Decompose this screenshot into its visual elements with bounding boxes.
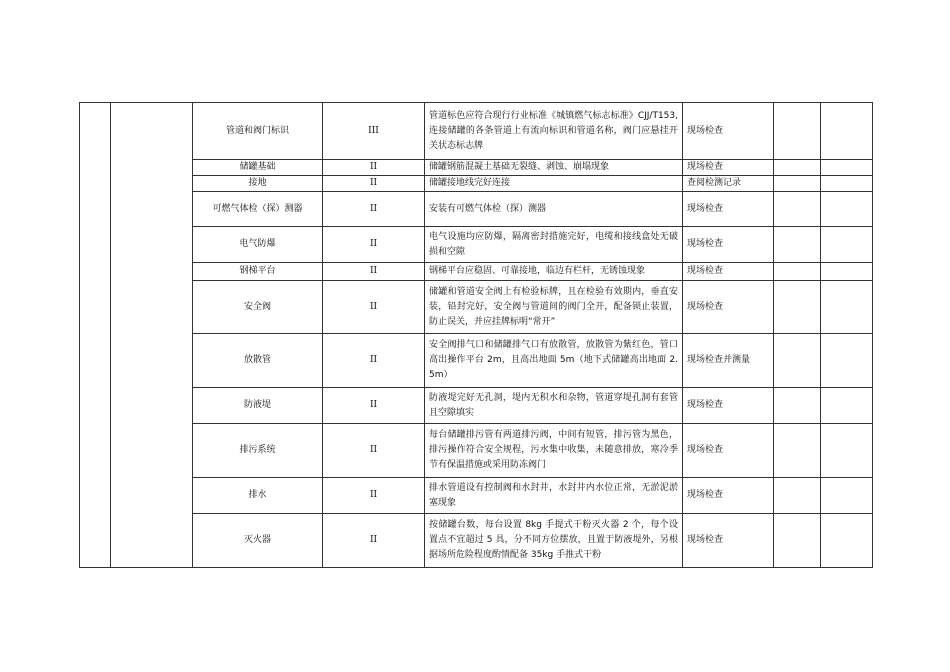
- requirement-cell: 安全阀排气口和储罐排气口有放散管，放散管为紫红色，管口高出操作平台 2m，且高出地面 5m（地下式储罐高出地面 2.5m）: [425, 334, 683, 388]
- item-cell: 安全阀: [193, 281, 323, 334]
- remark-cell: [821, 514, 873, 568]
- item-cell: 可燃气体检（探）测器: [193, 192, 323, 227]
- requirement-cell: 电气设施均应防爆，隔离密封措施完好，电缆和接线盒处无破损和空隙: [425, 227, 683, 263]
- method-cell: 现场检查: [683, 514, 774, 568]
- grade-cell: II: [323, 388, 425, 424]
- table-row: [80, 334, 873, 388]
- table-row: [80, 263, 873, 281]
- grade-cell: II: [323, 192, 425, 227]
- method-cell: 现场检查: [683, 281, 774, 334]
- table-row: [80, 160, 873, 176]
- method-cell: 查阅检测记录: [683, 176, 774, 192]
- grade-cell: II: [323, 478, 425, 514]
- remark-cell: [821, 103, 873, 160]
- requirement-cell: 储罐和管道安全阀上有检验标牌，且在检验有效期内，垂直安装，铅封完好，安全阀与管道间的阀门全开，配备锁止装置，防止误关，并应挂牌标明“常开”: [425, 281, 683, 334]
- result-cell: [774, 263, 821, 281]
- result-cell: [774, 281, 821, 334]
- remark-cell: [821, 388, 873, 424]
- requirement-cell: 按储罐台数，每台设置 8kg 手提式干粉灭火器 2 个，每个设置点不宜超过 5 具，分不同方位摆放，且置于防液堤外，另根据场所危险程度酌情配备 35kg 手推式干粉: [425, 514, 683, 568]
- result-cell: [774, 424, 821, 478]
- table-row: [80, 514, 873, 568]
- result-cell: [774, 176, 821, 192]
- item-cell: 管道和阀门标识: [193, 103, 323, 160]
- table-row: [80, 388, 873, 424]
- grade-cell: II: [323, 227, 425, 263]
- result-cell: [774, 227, 821, 263]
- table-row: [80, 192, 873, 227]
- method-cell: 现场检查: [683, 388, 774, 424]
- remark-cell: [821, 192, 873, 227]
- result-cell: [774, 388, 821, 424]
- item-cell: 灭火器: [193, 514, 323, 568]
- result-cell: [774, 334, 821, 388]
- grade-cell: II: [323, 281, 425, 334]
- requirement-cell: 管道标色应符合现行行业标准《城镇燃气标志标准》CJJ/T153,连接储罐的各条管道上有流向标识和管道名称，阀门应悬挂开关状态标志牌: [425, 103, 683, 160]
- grade-cell: II: [323, 514, 425, 568]
- method-cell: 现场检查: [683, 227, 774, 263]
- grade-cell: III: [323, 103, 425, 160]
- table-row: [80, 103, 873, 160]
- remark-cell: [821, 263, 873, 281]
- requirement-cell: 排水管道设有控制阀和水封井，水封井内水位正常，无淤泥淤塞现象: [425, 478, 683, 514]
- result-cell: [774, 103, 821, 160]
- remark-cell: [821, 334, 873, 388]
- item-cell: 排水: [193, 478, 323, 514]
- table-row: [80, 176, 873, 192]
- table-row: [80, 281, 873, 334]
- subcategory-cell: [111, 103, 193, 568]
- requirement-cell: 防液堤完好无孔洞，堤内无积水和杂物，管道穿堤孔洞有套管且空隙填实: [425, 388, 683, 424]
- item-cell: 钢梯平台: [193, 263, 323, 281]
- requirement-cell: 储罐钢筋混凝土基础无裂缝、剥蚀、崩塌现象: [425, 160, 683, 176]
- item-cell: 电气防爆: [193, 227, 323, 263]
- table-row: [80, 478, 873, 514]
- method-cell: 现场检查: [683, 424, 774, 478]
- item-cell: 储罐基础: [193, 160, 323, 176]
- method-cell: 现场检查: [683, 263, 774, 281]
- method-cell: 现场检查: [683, 192, 774, 227]
- method-cell: 现场检查: [683, 478, 774, 514]
- result-cell: [774, 514, 821, 568]
- item-cell: 放散管: [193, 334, 323, 388]
- table-row: [80, 227, 873, 263]
- grade-cell: II: [323, 263, 425, 281]
- remark-cell: [821, 281, 873, 334]
- inspection-table: [79, 102, 873, 568]
- grade-cell: II: [323, 176, 425, 192]
- item-cell: 接地: [193, 176, 323, 192]
- grade-cell: II: [323, 334, 425, 388]
- requirement-cell: 每台储罐排污管有两道排污阀，中间有短管，排污管为黑色，排污操作符合安全规程，污水集中收集，未随意排放，寒冷季节有保温措施或采用防冻阀门: [425, 424, 683, 478]
- table-row: [80, 424, 873, 478]
- method-cell: 现场检查: [683, 160, 774, 176]
- remark-cell: [821, 424, 873, 478]
- grade-cell: II: [323, 424, 425, 478]
- requirement-cell: 钢梯平台应稳固、可靠接地，临边有栏杆，无锈蚀现象: [425, 263, 683, 281]
- method-cell: 现场检查: [683, 103, 774, 160]
- requirement-cell: 储罐接地线完好连接: [425, 176, 683, 192]
- method-cell: 现场检查并测量: [683, 334, 774, 388]
- item-cell: 排污系统: [193, 424, 323, 478]
- result-cell: [774, 192, 821, 227]
- grade-cell: II: [323, 160, 425, 176]
- remark-cell: [821, 176, 873, 192]
- remark-cell: [821, 478, 873, 514]
- remark-cell: [821, 227, 873, 263]
- item-cell: 防液堤: [193, 388, 323, 424]
- result-cell: [774, 478, 821, 514]
- remark-cell: [821, 160, 873, 176]
- category-cell: [80, 103, 111, 568]
- result-cell: [774, 160, 821, 176]
- requirement-cell: 安装有可燃气体检（探）测器: [425, 192, 683, 227]
